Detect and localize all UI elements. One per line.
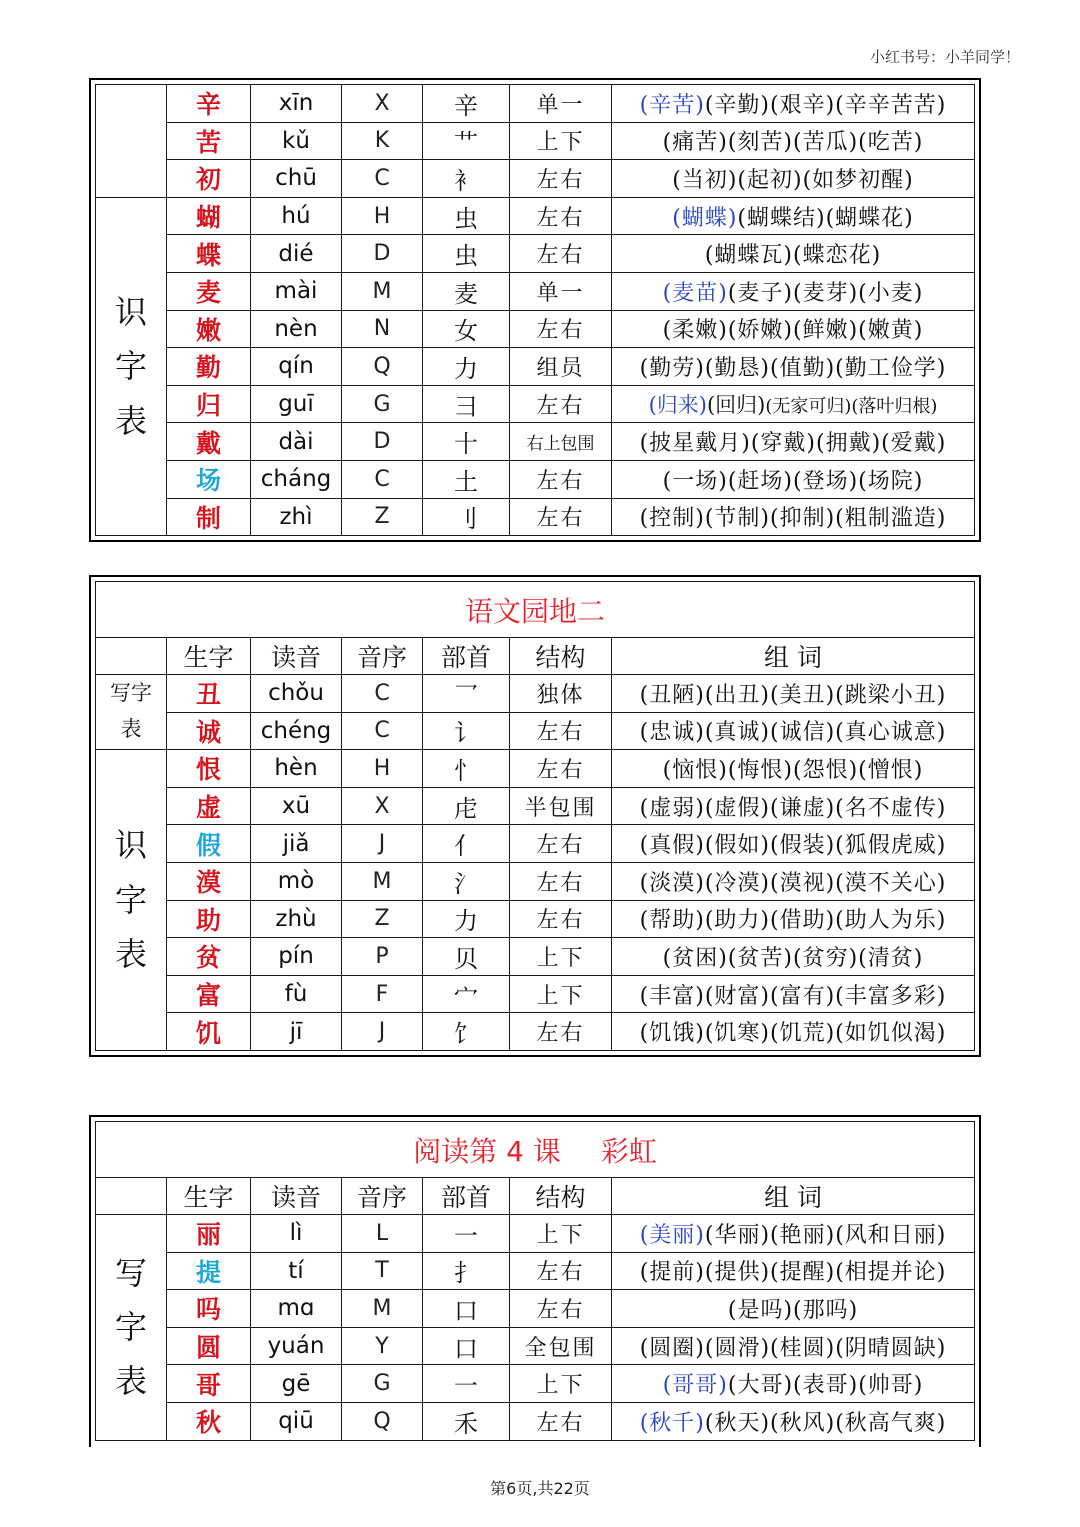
radical-cell: 讠 bbox=[423, 712, 510, 750]
group-label-char: 表 bbox=[114, 1362, 147, 1401]
word-list: (提前)(提供)(提醒)(相提并论) bbox=[639, 1260, 947, 1286]
letter-cell: H bbox=[342, 197, 423, 235]
radical-cell: 虫 bbox=[423, 197, 510, 235]
header-cell: 组 词 bbox=[612, 1178, 975, 1215]
pinyin-cell: hèn bbox=[251, 750, 342, 788]
word-list: (蝴蝶瓦)(蝶恋花) bbox=[704, 243, 882, 269]
char-cell: 麦 bbox=[167, 272, 251, 310]
letter-cell: C bbox=[342, 160, 423, 198]
structure-cell: 上下 bbox=[510, 975, 612, 1013]
word-list: (虚弱)(虚假)(谦虚)(名不虚传) bbox=[639, 795, 947, 821]
group-label-line: 表 bbox=[120, 717, 142, 742]
char-cell: 嫩 bbox=[167, 310, 251, 348]
word-list: (麦子)(麦芽)(小麦) bbox=[727, 280, 924, 306]
table-title bbox=[96, 1122, 975, 1178]
table-row bbox=[96, 385, 975, 423]
pinyin-cell: kǔ bbox=[251, 122, 342, 160]
words-cell bbox=[612, 975, 975, 1013]
structure-cell: 左右 bbox=[510, 310, 612, 348]
table-row bbox=[96, 862, 975, 900]
char-cell: 丽 bbox=[167, 1215, 251, 1253]
letter-cell: M bbox=[342, 862, 423, 900]
pinyin-cell: guī bbox=[251, 385, 342, 423]
pinyin-cell: zhù bbox=[251, 900, 342, 938]
letter-cell: K bbox=[342, 122, 423, 160]
word-list: (丰富)(财富)(富有)(丰富多彩) bbox=[639, 983, 947, 1009]
word-list: (勤劳)(勤恳)(值勤)(勤工俭学) bbox=[639, 355, 947, 381]
words-cell bbox=[612, 272, 975, 310]
word-list: (贫困)(贫苦)(贫穷)(清贫) bbox=[662, 945, 924, 971]
words-cell bbox=[612, 423, 975, 461]
words-cell bbox=[612, 160, 975, 198]
word-list: (披星戴月)(穿戴)(拥戴)(爱戴) bbox=[639, 431, 947, 457]
table-row bbox=[96, 787, 975, 825]
word-list: (华丽)(艳丽)(风和日丽) bbox=[704, 1222, 947, 1248]
table-row bbox=[96, 272, 975, 310]
radical-cell: 女 bbox=[423, 310, 510, 348]
structure-cell: 左右 bbox=[510, 712, 612, 750]
letter-cell: J bbox=[342, 825, 423, 863]
highlighted-word: (秋千) bbox=[639, 1410, 705, 1436]
radical-cell: 贝 bbox=[423, 938, 510, 976]
letter-cell: C bbox=[342, 460, 423, 498]
pinyin-cell: xīn bbox=[251, 85, 342, 123]
table-row bbox=[96, 1290, 975, 1328]
header-row bbox=[96, 638, 975, 675]
header-row bbox=[96, 1178, 975, 1215]
radical-cell: 麦 bbox=[423, 272, 510, 310]
words-cell bbox=[612, 1290, 975, 1328]
word-list: (忠诚)(真诚)(诚信)(真心诚意) bbox=[639, 720, 947, 746]
word-list: (丑陋)(出丑)(美丑)(跳梁小丑) bbox=[639, 682, 947, 708]
pinyin-cell: nèn bbox=[251, 310, 342, 348]
pinyin-cell: chǒu bbox=[251, 675, 342, 713]
letter-cell: D bbox=[342, 423, 423, 461]
group-label-line: 写字 bbox=[110, 681, 152, 706]
highlighted-word: (哥哥) bbox=[662, 1373, 728, 1399]
radical-cell: 虍 bbox=[423, 787, 510, 825]
letter-cell: G bbox=[342, 385, 423, 423]
pinyin-cell: jī bbox=[251, 1013, 342, 1051]
pinyin-cell: lì bbox=[251, 1215, 342, 1253]
letter-cell: C bbox=[342, 675, 423, 713]
radical-cell: 禾 bbox=[423, 1402, 510, 1440]
letter-cell: X bbox=[342, 85, 423, 123]
char-cell: 归 bbox=[167, 385, 251, 423]
words-cell bbox=[612, 787, 975, 825]
table-row bbox=[96, 122, 975, 160]
pinyin-cell: chū bbox=[251, 160, 342, 198]
char-cell: 助 bbox=[167, 900, 251, 938]
pinyin-cell: mɑ bbox=[251, 1290, 342, 1328]
letter-cell: G bbox=[342, 1365, 423, 1403]
header-cell: 部首 bbox=[423, 1178, 510, 1215]
highlighted-word: (归来) bbox=[648, 393, 707, 418]
word-list: (柔嫩)(娇嫩)(鲜嫩)(嫩黄) bbox=[662, 318, 924, 344]
words-cell bbox=[612, 750, 975, 788]
char-cell: 场 bbox=[167, 460, 251, 498]
char-cell: 贫 bbox=[167, 938, 251, 976]
group-label-cell bbox=[96, 1215, 167, 1441]
word-list: (辛勤)(艰辛)(辛辛苦苦) bbox=[704, 92, 947, 118]
pinyin-cell: tí bbox=[251, 1252, 342, 1290]
structure-cell: 左右 bbox=[510, 197, 612, 235]
words-cell bbox=[612, 1365, 975, 1403]
header-cell: 组 词 bbox=[612, 638, 975, 675]
char-cell: 虚 bbox=[167, 787, 251, 825]
word-list: (控制)(节制)(抑制)(粗制滥造) bbox=[639, 506, 947, 532]
pinyin-cell: fù bbox=[251, 975, 342, 1013]
letter-cell: J bbox=[342, 1013, 423, 1051]
words-cell bbox=[612, 122, 975, 160]
char-cell: 勤 bbox=[167, 348, 251, 386]
letter-cell: C bbox=[342, 712, 423, 750]
radical-cell: 土 bbox=[423, 460, 510, 498]
word-list: (蝴蝶结)(蝴蝶花) bbox=[737, 205, 914, 231]
words-cell bbox=[612, 825, 975, 863]
header-note: 小红书号：小羊同学！ bbox=[869, 48, 1020, 66]
radical-cell: 十 bbox=[423, 423, 510, 461]
words-cell bbox=[612, 235, 975, 273]
pinyin-cell: gē bbox=[251, 1365, 342, 1403]
radical-cell: 口 bbox=[423, 1290, 510, 1328]
pinyin-cell: mài bbox=[251, 272, 342, 310]
table-row bbox=[96, 498, 975, 536]
table-row bbox=[96, 712, 975, 750]
radical-cell: 宀 bbox=[423, 975, 510, 1013]
words-cell bbox=[612, 498, 975, 536]
table-row bbox=[96, 348, 975, 386]
pinyin-cell: xū bbox=[251, 787, 342, 825]
group-blank-cell bbox=[96, 85, 167, 198]
highlighted-word: (蝴蝶) bbox=[672, 205, 738, 231]
highlighted-word: (麦苗) bbox=[662, 280, 728, 306]
table-row bbox=[96, 85, 975, 123]
radical-cell: 乛 bbox=[423, 675, 510, 713]
word-list: (是吗)(那吗) bbox=[727, 1297, 859, 1323]
letter-cell: P bbox=[342, 938, 423, 976]
group-label-cell bbox=[96, 197, 167, 535]
group-label-char: 字 bbox=[114, 347, 147, 386]
letter-cell: X bbox=[342, 787, 423, 825]
structure-cell: 单一 bbox=[510, 85, 612, 123]
char-cell: 恨 bbox=[167, 750, 251, 788]
table-row bbox=[96, 938, 975, 976]
radical-cell: 饣 bbox=[423, 1013, 510, 1051]
words-cell bbox=[612, 1327, 975, 1365]
group-label-char: 字 bbox=[114, 880, 147, 919]
radical-cell: 衤 bbox=[423, 160, 510, 198]
structure-cell: 左右 bbox=[510, 1013, 612, 1051]
structure-cell: 左右 bbox=[510, 498, 612, 536]
word-list: (一场)(赶场)(登场)(场院) bbox=[662, 468, 924, 494]
word-list: (淡漠)(冷漠)(漠视)(漠不关心) bbox=[639, 870, 947, 896]
pinyin-cell: zhì bbox=[251, 498, 342, 536]
header-cell: 生字 bbox=[167, 1178, 251, 1215]
table-row bbox=[96, 825, 975, 863]
words-cell bbox=[612, 1252, 975, 1290]
table-title: 语文园地二 bbox=[96, 582, 975, 638]
table-row bbox=[96, 675, 975, 713]
structure-cell: 左右 bbox=[510, 160, 612, 198]
radical-cell: 扌 bbox=[423, 1252, 510, 1290]
structure-cell: 上下 bbox=[510, 1365, 612, 1403]
char-cell: 蝶 bbox=[167, 235, 251, 273]
word-list: (秋天)(秋风)(秋高气爽) bbox=[704, 1410, 947, 1436]
vocab-table-1 bbox=[89, 78, 981, 542]
table-row bbox=[96, 423, 975, 461]
pinyin-cell: chéng bbox=[251, 712, 342, 750]
group-label-char: 识 bbox=[114, 292, 147, 331]
table-row bbox=[96, 460, 975, 498]
pinyin-cell: hú bbox=[251, 197, 342, 235]
char-cell: 初 bbox=[167, 160, 251, 198]
table-row bbox=[96, 235, 975, 273]
words-cell bbox=[612, 1013, 975, 1051]
vocab-table-2 bbox=[89, 575, 981, 1057]
words-cell bbox=[612, 712, 975, 750]
radical-cell: 口 bbox=[423, 1327, 510, 1365]
pinyin-cell: cháng bbox=[251, 460, 342, 498]
letter-cell: Z bbox=[342, 900, 423, 938]
title-topic: 彩虹 bbox=[600, 1134, 657, 1168]
letter-cell: T bbox=[342, 1252, 423, 1290]
words-cell bbox=[612, 1402, 975, 1440]
char-cell: 提 bbox=[167, 1252, 251, 1290]
table-row bbox=[96, 1327, 975, 1365]
table-row bbox=[96, 160, 975, 198]
letter-cell: Q bbox=[342, 348, 423, 386]
radical-cell: 虫 bbox=[423, 235, 510, 273]
words-cell bbox=[612, 85, 975, 123]
letter-cell: M bbox=[342, 1290, 423, 1328]
structure-cell: 上下 bbox=[510, 1215, 612, 1253]
char-cell: 辛 bbox=[167, 85, 251, 123]
char-cell: 漠 bbox=[167, 862, 251, 900]
radical-cell: 辛 bbox=[423, 85, 510, 123]
radical-cell: 彐 bbox=[423, 385, 510, 423]
word-list: (帮助)(助力)(借助)(助人为乐) bbox=[639, 908, 947, 934]
structure-cell: 左右 bbox=[510, 862, 612, 900]
word-list: (真假)(假如)(假装)(狐假虎威) bbox=[639, 833, 947, 859]
radical-cell: 力 bbox=[423, 348, 510, 386]
words-cell bbox=[612, 938, 975, 976]
structure-cell: 左右 bbox=[510, 235, 612, 273]
letter-cell: Y bbox=[342, 1327, 423, 1365]
structure-cell: 右上包围 bbox=[510, 423, 612, 461]
char-cell: 圆 bbox=[167, 1327, 251, 1365]
group-label-cell bbox=[96, 675, 167, 750]
structure-cell: 独体 bbox=[510, 675, 612, 713]
title-lesson: 阅读第 4 课 bbox=[413, 1134, 561, 1168]
letter-cell: N bbox=[342, 310, 423, 348]
structure-cell: 左右 bbox=[510, 1290, 612, 1328]
structure-cell: 左右 bbox=[510, 900, 612, 938]
letter-cell: L bbox=[342, 1215, 423, 1253]
table-row bbox=[96, 1013, 975, 1051]
words-cell bbox=[612, 460, 975, 498]
pinyin-cell: qiū bbox=[251, 1402, 342, 1440]
table-row bbox=[96, 1252, 975, 1290]
words-cell bbox=[612, 197, 975, 235]
word-list: (当初)(起初)(如梦初醒) bbox=[672, 167, 914, 193]
table-row bbox=[96, 750, 975, 788]
table-row bbox=[96, 975, 975, 1013]
header-cell: 音序 bbox=[342, 1178, 423, 1215]
group-label-char: 字 bbox=[114, 1308, 147, 1347]
words-cell bbox=[612, 1215, 975, 1253]
page-number: 第6页,共22页 bbox=[490, 1479, 590, 1498]
structure-cell: 左右 bbox=[510, 1252, 612, 1290]
highlighted-word: (美丽) bbox=[639, 1222, 705, 1248]
table-row bbox=[96, 197, 975, 235]
letter-cell: H bbox=[342, 750, 423, 788]
pinyin-cell: qín bbox=[251, 348, 342, 386]
table-row bbox=[96, 310, 975, 348]
radical-cell: 一 bbox=[423, 1215, 510, 1253]
letter-cell: M bbox=[342, 272, 423, 310]
header-cell: 结构 bbox=[510, 1178, 612, 1215]
structure-cell: 左右 bbox=[510, 825, 612, 863]
pinyin-cell: pín bbox=[251, 938, 342, 976]
word-list: (圆圈)(圆滑)(桂圆)(阴晴圆缺) bbox=[639, 1335, 947, 1361]
char-cell: 诚 bbox=[167, 712, 251, 750]
structure-cell: 半包围 bbox=[510, 787, 612, 825]
group-label-char: 表 bbox=[114, 935, 147, 974]
table-row bbox=[96, 1215, 975, 1253]
word-list-small: (无家可归)(落叶归根) bbox=[765, 396, 938, 418]
pinyin-cell: yuán bbox=[251, 1327, 342, 1365]
group-label-char: 识 bbox=[114, 826, 147, 865]
structure-cell: 左右 bbox=[510, 1402, 612, 1440]
pinyin-cell: dài bbox=[251, 423, 342, 461]
letter-cell: Q bbox=[342, 1402, 423, 1440]
structure-cell: 左右 bbox=[510, 460, 612, 498]
words-cell bbox=[612, 900, 975, 938]
radical-cell: 刂 bbox=[423, 498, 510, 536]
word-list: (大哥)(表哥)(帅哥) bbox=[727, 1373, 924, 1399]
structure-cell: 左右 bbox=[510, 385, 612, 423]
char-cell: 戴 bbox=[167, 423, 251, 461]
char-cell: 哥 bbox=[167, 1365, 251, 1403]
letter-cell: Z bbox=[342, 498, 423, 536]
header-cell: 音序 bbox=[342, 638, 423, 675]
words-cell bbox=[612, 675, 975, 713]
header-blank bbox=[96, 638, 167, 675]
radical-cell: 艹 bbox=[423, 122, 510, 160]
highlighted-word: (辛苦) bbox=[639, 92, 705, 118]
word-list: (饥饿)(饥寒)(饥荒)(如饥似渴) bbox=[639, 1021, 947, 1047]
header-cell: 部首 bbox=[423, 638, 510, 675]
char-cell: 苦 bbox=[167, 122, 251, 160]
radical-cell: 忄 bbox=[423, 750, 510, 788]
table-row bbox=[96, 1365, 975, 1403]
words-cell bbox=[612, 310, 975, 348]
structure-cell: 全包围 bbox=[510, 1327, 612, 1365]
table-row bbox=[96, 1402, 975, 1440]
table-row bbox=[96, 900, 975, 938]
radical-cell: 亻 bbox=[423, 825, 510, 863]
words-cell bbox=[612, 385, 975, 423]
letter-cell: F bbox=[342, 975, 423, 1013]
char-cell: 饥 bbox=[167, 1013, 251, 1051]
radical-cell: 氵 bbox=[423, 862, 510, 900]
char-cell: 富 bbox=[167, 975, 251, 1013]
char-cell: 丑 bbox=[167, 675, 251, 713]
header-cell: 生字 bbox=[167, 638, 251, 675]
vocab-table-3 bbox=[89, 1115, 981, 1447]
radical-cell: 力 bbox=[423, 900, 510, 938]
header-cell: 结构 bbox=[510, 638, 612, 675]
char-cell: 吗 bbox=[167, 1290, 251, 1328]
structure-cell: 单一 bbox=[510, 272, 612, 310]
group-label-char: 表 bbox=[114, 401, 147, 440]
char-cell: 假 bbox=[167, 825, 251, 863]
word-list: (痛苦)(刻苦)(苦瓜)(吃苦) bbox=[662, 130, 924, 156]
header-cell: 读音 bbox=[251, 638, 342, 675]
pinyin-cell: jiǎ bbox=[251, 825, 342, 863]
structure-cell: 左右 bbox=[510, 750, 612, 788]
char-cell: 蝴 bbox=[167, 197, 251, 235]
char-cell: 制 bbox=[167, 498, 251, 536]
structure-cell: 上下 bbox=[510, 938, 612, 976]
words-cell bbox=[612, 348, 975, 386]
pinyin-cell: mò bbox=[251, 862, 342, 900]
word-list: (恼恨)(悔恨)(怨恨)(憎恨) bbox=[662, 757, 924, 783]
word-list: (回归) bbox=[706, 393, 766, 418]
words-cell bbox=[612, 862, 975, 900]
radical-cell: 一 bbox=[423, 1365, 510, 1403]
char-cell: 秋 bbox=[167, 1402, 251, 1440]
pinyin-cell: dié bbox=[251, 235, 342, 273]
structure-cell: 组员 bbox=[510, 348, 612, 386]
header-cell: 读音 bbox=[251, 1178, 342, 1215]
group-label-char: 写 bbox=[114, 1253, 147, 1292]
structure-cell: 上下 bbox=[510, 122, 612, 160]
letter-cell: D bbox=[342, 235, 423, 273]
header-blank bbox=[96, 1178, 167, 1215]
group-label-cell bbox=[96, 750, 167, 1051]
